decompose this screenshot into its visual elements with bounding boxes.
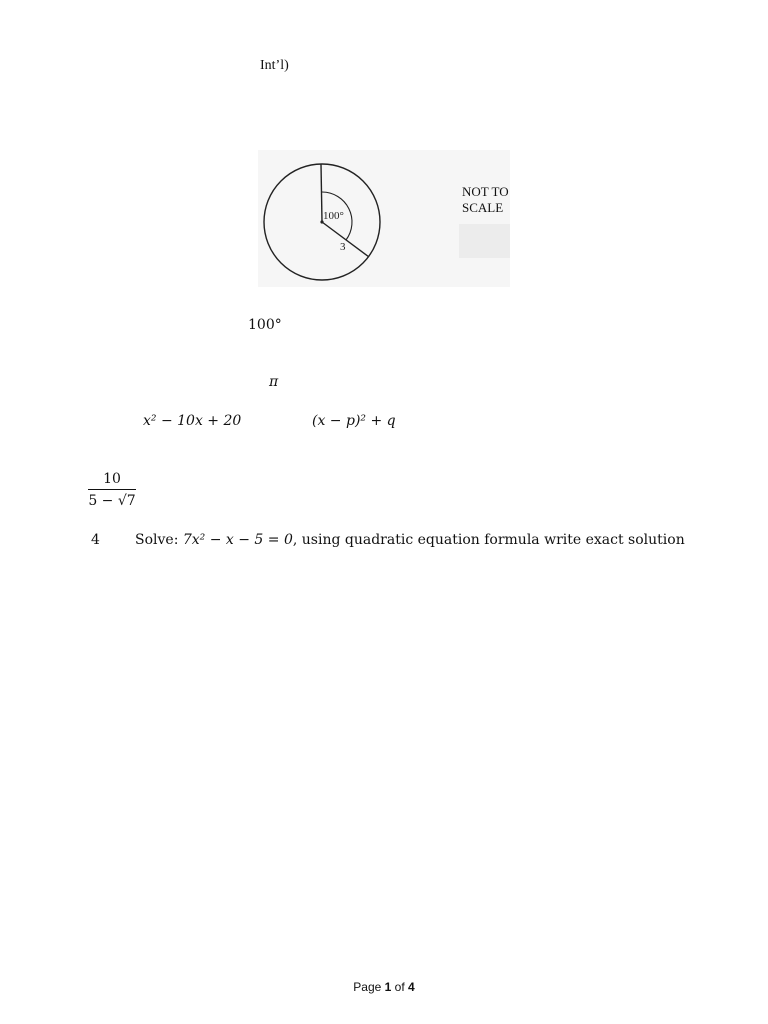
angle-label: 100° (323, 210, 344, 222)
header-text: Int’l) (260, 58, 289, 73)
radius-line-lower (322, 222, 369, 257)
quadratic-expression: x² − 10x + 20 (143, 413, 242, 429)
radius-line-top (321, 164, 322, 222)
completed-square-form: (x − p)² + q (312, 413, 396, 429)
not-to-scale-line2: SCALE (462, 200, 504, 215)
footer-page-word: Page (353, 980, 382, 994)
scale-placeholder-box (459, 224, 510, 258)
fraction-bar (88, 489, 136, 490)
page-footer (0, 980, 768, 994)
question-number: 4 (91, 532, 100, 548)
footer-total-pages: 4 (408, 980, 415, 994)
not-to-scale-note (462, 184, 522, 216)
surd-fraction (88, 470, 136, 510)
question-equation: 7x² − x − 5 = 0 (182, 532, 293, 548)
question-text (135, 532, 685, 548)
radius-label: 3 (340, 241, 346, 253)
circle-sector-diagram (258, 150, 510, 287)
angle-note: 100° (248, 317, 282, 333)
pi-symbol: π (269, 374, 279, 390)
not-to-scale-line1: NOT TO (462, 184, 509, 199)
question-suffix: , using quadratic equation formula write exact solution (292, 532, 685, 548)
circle-sector-figure (258, 150, 510, 287)
fraction-numerator: 10 (103, 471, 121, 487)
question-prefix: Solve: (135, 532, 183, 548)
footer-current-page: 1 (384, 980, 392, 994)
footer-of-word: of (394, 980, 405, 994)
fraction-denominator: 5 − √7 (88, 493, 136, 509)
